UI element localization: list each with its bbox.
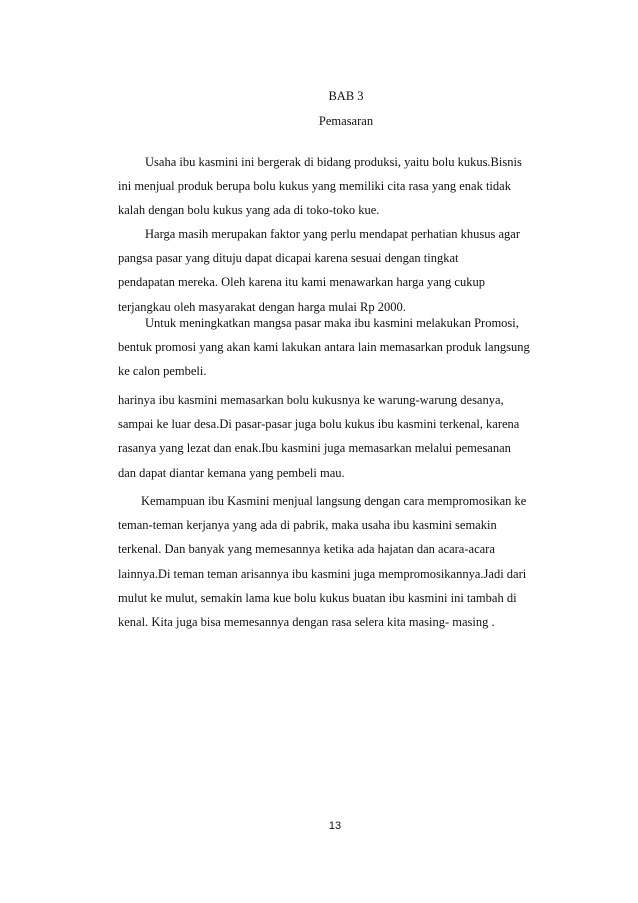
paragraph-line: Harga masih merupakan faktor yang perlu mendapat perhatian khusus agar [145,227,520,241]
paragraph-line: terkenal. Dan banyak yang memesannya ketika ada hajatan dan acara-acara [118,542,495,557]
paragraph-line: bentuk promosi yang akan kami lakukan antara lain memasarkan produk langsung [118,340,530,355]
paragraph-line: teman-teman kerjanya yang ada di pabrik, maka usaha ibu kasmini semakin [118,518,497,533]
paragraph-line: dan dapat diantar kemana yang pembeli mau. [118,465,345,480]
paragraph-line: kalah dengan bolu kukus yang ada di toko-toko kue. [118,203,380,218]
paragraph-word-of-mouth [118,489,558,634]
paragraph-line: pendapatan mereka. Oleh karena itu kami menawarkan harga yang cukup [118,275,485,290]
section-title: Pemasaran [318,114,374,128]
paragraph-intro [118,150,558,223]
paragraph-price [118,222,558,319]
paragraph-promotion [118,311,558,384]
paragraph-line: Kemampuan ibu Kasmini menjual langsung dengan cara mempromosikan ke [141,494,527,508]
paragraph-line: pangsa pasar yang dituju dapat dicapai karena sesuai dengan tingkat [118,251,459,266]
paragraph-line: ke calon pembeli. [118,364,207,379]
paragraph-distribution [118,388,558,485]
paragraph-line: mulut ke mulut, semakin lama kue bolu kukus buatan ibu kasmini ini tambah di [118,590,517,605]
paragraph-line: ini menjual produk berupa bolu kukus yang memiliki cita rasa yang enak tidak [118,179,511,194]
chapter-heading: BAB 3 [328,89,364,103]
paragraph-line: kenal. Kita juga bisa memesannya dengan rasa selera kita masing- masing . [118,615,495,630]
paragraph-line: terjangkau oleh masyarakat dengan harga mulai Rp 2000. [118,299,406,314]
paragraph-line: lainnya.Di teman teman arisannya ibu kasmini juga mempromosikannya.Jadi dari [118,566,527,581]
paragraph-line: sampai ke luar desa.Di pasar-pasar juga bolu kukus ibu kasmini terkenal, karena [118,417,520,432]
paragraph-line: Untuk meningkatkan mangsa pasar maka ibu kasmini melakukan Promosi, [145,316,519,330]
page-number: 13 [328,820,342,832]
paragraph-line: harinya ibu kasmini memasarkan bolu kukusnya ke warung-warung desanya, [118,393,504,407]
paragraph-line: Usaha ibu kasmini ini bergerak di bidang produksi, yaitu bolu kukus.Bisnis [145,155,522,169]
paragraph-line: rasanya yang lezat dan enak.Ibu kasmini juga memasarkan melalui pemesanan [118,441,511,456]
